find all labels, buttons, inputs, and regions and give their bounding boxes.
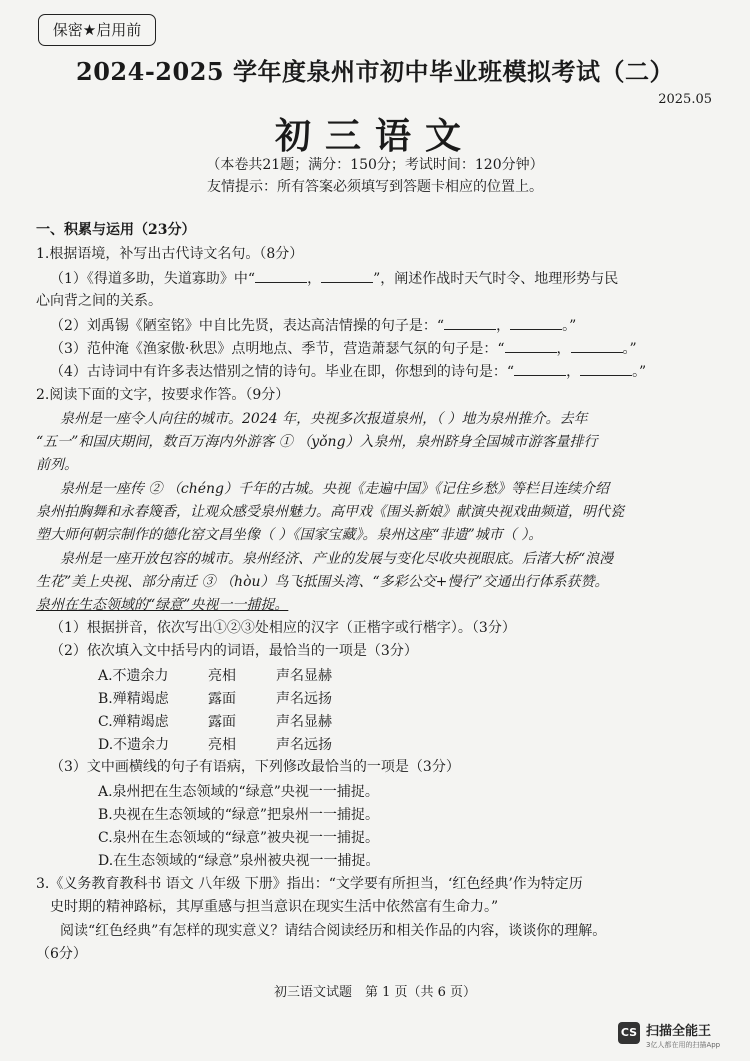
- passage-line: 泉州拍胸舞和永春篾香，让观众感受泉州魅力。高甲戏《围头新娘》献演央视戏曲频道，明代瓷: [36, 504, 624, 520]
- passage-line: 塑大师何朝宗制作的德化窑文昌坐像（ ）《国家宝藏》。泉州这座“非遗”城市（ ）。: [36, 527, 543, 543]
- answer-blank[interactable]: [510, 315, 562, 330]
- option-d-word3: 声名远扬: [276, 737, 332, 753]
- friendly-tip: 友情提示：所有答案必须填写到答题卡相应的位置上。: [207, 179, 543, 195]
- answer-blank[interactable]: [321, 268, 373, 283]
- watermark-title: 扫描全能王: [646, 1024, 712, 1039]
- q1-part1: [50, 268, 716, 289]
- q1-part2-a: （2）刘禹锡《陋室铭》中自比先贤，表达高洁情操的句子是：“: [50, 318, 445, 334]
- answer-blank[interactable]: [514, 361, 566, 376]
- exam-info: （本卷共21题；满分：150分；考试时间：120分钟）: [206, 157, 544, 173]
- q1-part2-b: ，: [496, 318, 511, 334]
- q1-part1-c: ”，阐述作战时天气时令、地理形势与民: [373, 271, 619, 287]
- q1-part4-a: （4）古诗词中有许多表达惜别之情的诗句。毕业在即，你想到的诗句是：“: [50, 364, 515, 380]
- q2-sub2: （2）依次填入文中括号内的词语，最恰当的一项是（3分）: [50, 643, 418, 659]
- passage-line: 生花”美上央视、部分南迁 ③ （hòu）鸟飞抵围头湾、“多彩公交+慢行”交通出行体系获赞。: [36, 574, 609, 590]
- q1-part2-c: 。”: [562, 318, 577, 334]
- passage-line: 泉州是一座传 ② （chéng）千年的古城。央视《走遍中国》《记住乡愁》等栏目连续介绍: [60, 481, 610, 497]
- q3-line: 阅读“红色经典”有怎样的现实意义？请结合阅读经历和相关作品的内容，谈谈你的理解。: [60, 923, 607, 939]
- option-c-word3: 声名显赫: [276, 714, 332, 730]
- option-d-word2: 亮相: [208, 737, 236, 753]
- q3-line: 史时期的精神路标，其厚重感与担当意识在现实生活中依然富有生命力。”: [50, 899, 499, 915]
- passage-line: 泉州是一座令人向往的城市。2024 年，央视多次报道泉州，（ ）地为泉州推介。去年: [60, 411, 588, 427]
- watermark-subtitle: 3亿人都在用的扫描App: [646, 1041, 721, 1049]
- q3-line: （6分）: [36, 946, 87, 962]
- answer-blank[interactable]: [444, 315, 496, 330]
- option-c: C.泉州在生态领域的“绿意”被央视一一捕捉。: [98, 830, 379, 846]
- camscanner-logo-icon: CS: [618, 1022, 640, 1044]
- option-b: B.央视在生态领域的“绿意”把泉州一一捕捉。: [98, 807, 380, 823]
- answer-blank[interactable]: [571, 338, 623, 353]
- passage-line: 泉州是一座开放包容的城市。泉州经济、产业的发展与变化尽收央视眼底。后渚大桥“浪漫: [60, 551, 614, 567]
- underlined-sentence: 泉州在生态领域的“绿意”央视一一捕捉。: [36, 597, 289, 613]
- option-a-word1: A.不遗余力: [98, 668, 169, 684]
- q1-part3: [50, 338, 716, 359]
- q1-part2: [50, 315, 716, 336]
- q1-stem: 1.根据语境，补写出古代诗文名句。（8分）: [36, 246, 304, 262]
- q3-line: 3.《义务教育教科书 语文 八年级 下册》指出：“文学要有所担当，‘红色经典’作为特定历: [36, 876, 583, 892]
- q2-stem: 2.阅读下面的文字，按要求作答。（9分）: [36, 387, 290, 403]
- answer-blank[interactable]: [580, 361, 632, 376]
- option-d-word1: D.不遗余力: [98, 737, 170, 753]
- section-heading: 一、积累与运用（23分）: [36, 222, 196, 238]
- option-b-word1: B.殚精竭虑: [98, 691, 169, 707]
- q1-part3-c: 。”: [622, 341, 637, 357]
- exam-title: 2024-2025 学年度泉州市初中毕业班模拟考试（二）: [76, 57, 674, 86]
- q1-part4-c: 。”: [632, 364, 647, 380]
- answer-blank[interactable]: [505, 338, 557, 353]
- option-c-word1: C.殚精竭虑: [98, 714, 169, 730]
- passage-line: 前列。: [36, 457, 78, 473]
- page-footer: 初三语文试题 第 1 页（共 6 页）: [273, 985, 477, 1000]
- q1-part3-a: （3）范仲淹《渔家傲·秋思》点明地点、季节，营造萧瑟气氛的句子是：“: [50, 341, 505, 357]
- option-a: A.泉州把在生态领域的“绿意”央视一一捕捉。: [98, 784, 379, 800]
- q1-part4: [50, 361, 716, 382]
- option-a-word2: 亮相: [208, 668, 236, 684]
- q2-sub1: （1）根据拼音，依次写出①②③处相应的汉字（正楷字或行楷字）。（3分）: [50, 620, 516, 636]
- scanner-watermark: [618, 1018, 732, 1054]
- passage-line: “五一”和国庆期间，数百万海内外游客 ① （yǒng）入泉州，泉州跻身全国城市游客量排行: [36, 434, 598, 450]
- option-d: D.在生态领域的“绿意”泉州被央视一一捕捉。: [98, 853, 380, 869]
- q1-part4-b: ，: [566, 364, 581, 380]
- q1-part1-cont: 心向背之间的关系。: [36, 293, 162, 309]
- q1-part3-b: ，: [556, 341, 571, 357]
- answer-blank[interactable]: [255, 268, 307, 283]
- q1-part1-a: （1）《得道多助，失道寡助》中“: [50, 271, 256, 287]
- q2-sub3: （3）文中画横线的句子有语病，下列修改最恰当的一项是（3分）: [50, 759, 460, 775]
- confidential-seal: 保密★启用前: [38, 14, 156, 46]
- q1-part1-b: ，: [307, 271, 322, 287]
- option-b-word2: 露面: [208, 691, 236, 707]
- option-a-word3: 声名显赫: [276, 668, 332, 684]
- subject-title: 初三语文: [274, 115, 475, 157]
- option-b-word3: 声名远扬: [276, 691, 332, 707]
- option-c-word2: 露面: [208, 714, 236, 730]
- exam-date: 2025.05: [658, 92, 712, 107]
